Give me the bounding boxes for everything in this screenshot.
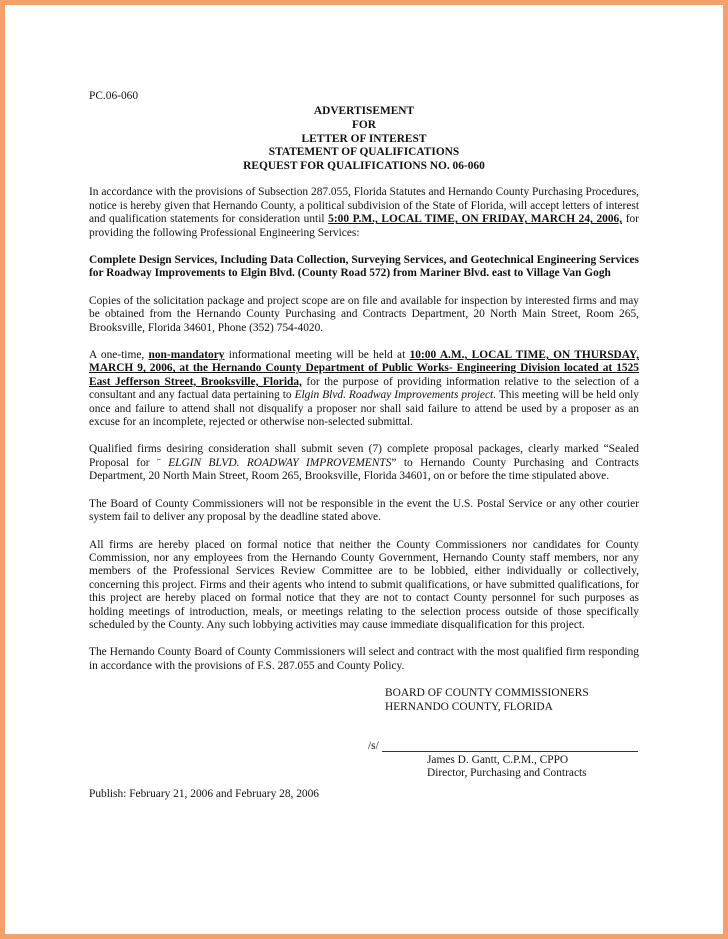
liability-paragraph: The Board of County Commissioners will not be responsible in the event the U.S. Postal Service or any other courier system fail to deliver any proposal by the deadline stated above. <box>89 497 639 524</box>
title-line: ADVERTISEMENT <box>313 105 415 118</box>
proposal-text: Qualified firms desiring consideration shall submit seven (7) complete proposal packages, clearly marked “Sealed Proposal for ¨ <box>89 443 639 469</box>
publish-dates: Publish: February 21, 2006 and February 28, 2006 <box>89 787 320 800</box>
intro-tail: for providing the following Professional Engineering Services: <box>89 213 639 239</box>
meeting-text: informational meeting will be held at <box>224 349 410 362</box>
board-block <box>385 687 639 714</box>
proposal-marking: ELGIN BLVD. ROADWAY IMPROVEMENTS <box>168 456 392 469</box>
signature-mark: /s/ <box>368 739 379 752</box>
proposal-text: ” to Hernando County Purchasing and Contracts Department, 20 North Main Street, Room 265, Brooksville, Florida 34601, on or before the time stipulated above. <box>89 456 639 483</box>
title-line: REQUEST FOR QUALIFICATIONS NO. 06-060 <box>243 159 485 172</box>
advertisement-document <box>89 90 639 801</box>
signatory-block <box>427 754 639 781</box>
county-name: HERNANDO COUNTY, FLORIDA <box>385 700 553 713</box>
proposal-paragraph <box>89 443 639 483</box>
signatory-name: James D. Gantt, C.P.M., CPPO <box>427 753 569 766</box>
signature-row <box>368 740 639 754</box>
solicitation-paragraph: Copies of the solicitation package and project scope are on file and available for inspection by interested firms and may be obtained from the Hernando County Purchasing and Contracts Department, 20 North Main Street, Room 265, Brooksville, Florida 34601, Phone (352) 754-4020. <box>89 294 639 334</box>
intro-paragraph <box>89 186 639 240</box>
document-number: PC.06-060 <box>89 90 139 102</box>
title-line: FOR <box>351 119 377 131</box>
selection-paragraph: The Hernando County Board of County Commissioners will select and contract with the most qualified firm responding in accordance with the provisions of F.S. 287.055 and County Policy. <box>89 646 639 672</box>
meeting-text: This meeting will be held only once and failure to attend shall not disqualify a proposer nor shall said failure to attend be used by a proposer as an excuse for an incomplete, rejected or otherwise non-selected submittal. <box>89 389 639 429</box>
meeting-text: A one-time, <box>89 349 149 362</box>
title-line: LETTER OF INTEREST <box>301 132 427 145</box>
submission-deadline: 5:00 P.M., LOCAL TIME, ON FRIDAY, MARCH 24, 2006, <box>328 213 623 226</box>
non-mandatory-label: non-mandatory <box>148 349 225 362</box>
title-block <box>89 105 639 173</box>
title-line: STATEMENT OF QUALIFICATIONS <box>268 146 460 159</box>
meeting-paragraph <box>89 349 639 429</box>
meeting-details: 10:00 A.M., LOCAL TIME, ON THURSDAY, MARCH 9, 2006, at the Hernando County Department of Public Works- Engineering Division located at 1525 East Jefferson Street, Brooksville, Florida, <box>89 349 639 388</box>
signature-line <box>382 751 638 752</box>
project-name: Elgin Blvd. Roadway Improvements project. <box>294 389 497 402</box>
board-name: BOARD OF COUNTY COMMISSIONERS <box>385 687 589 700</box>
services-paragraph: Complete Design Services, Including Data Collection, Surveying Services, and Geotechnical Engineering Services for Roadway Improvements to Elgin Blvd. (County Road 572) from Mariner Blvd. east to Village Van Gogh <box>89 254 639 280</box>
intro-text: In accordance with the provisions of Subsection 287.055, Florida Statutes and Hernando County Purchasing Procedures, notice is hereby given that Hernando County, a political subdivision of the State of Florida, will accept letters of interest and qualification statements for consideration until <box>89 186 639 226</box>
meeting-text: for the purpose of providing information relative to the selection of a consultant and any factual data pertaining to <box>89 375 639 402</box>
lobbying-paragraph: All firms are hereby placed on formal notice that neither the County Commissioners nor candidates for County Commission, nor any employees from the Hernando County Government, Hernando County staff members, nor any members of the Professional Services Review Committee are to be lobbied, either individually or collectively, concerning this project. Firms and their agents who intend to submit qualifications, or have submitted qualifications, for this project are hereby placed on formal notice that they are not to contact County personnel for such purposes as holding meetings of introduction, meals, or meetings relating to the selection process outside of those specifically scheduled by the County. Any such lobbying activities may cause immediate disqualification for this project. <box>89 538 639 631</box>
signatory-title: Director, Purchasing and Contracts <box>427 767 587 780</box>
